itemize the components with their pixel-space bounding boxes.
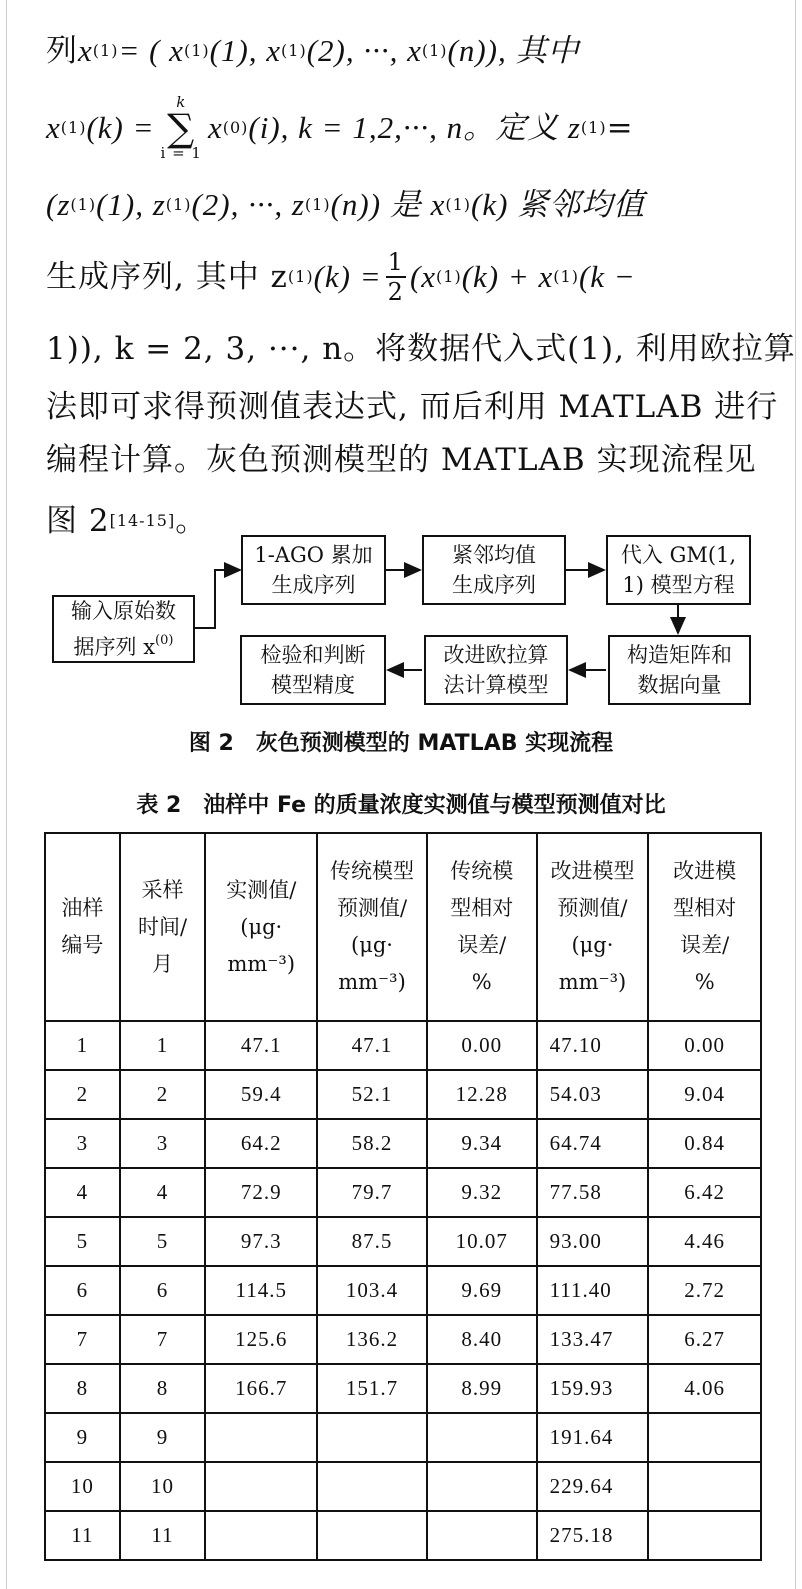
text-line-5: 1)), k = 2, 3, ···, n。将数据代入式(1), 利用欧拉算 bbox=[46, 331, 796, 367]
table-cell: 125.6 bbox=[205, 1315, 317, 1364]
table-row bbox=[45, 1021, 761, 1070]
table-row bbox=[45, 1217, 761, 1266]
table-cell: 5 bbox=[45, 1217, 120, 1266]
table-cell: 52.1 bbox=[317, 1070, 427, 1119]
table-header-cell bbox=[317, 833, 427, 1021]
header-line: 误差/ bbox=[680, 933, 730, 957]
table-cell: 4 bbox=[45, 1168, 120, 1217]
text-line-2: x (1) (k) = k ∑ i = 1 x (0) (i), k = 1,2,···, n。定义 z (1) = bbox=[46, 93, 634, 162]
header-line: mm⁻³) bbox=[558, 970, 627, 994]
table-cell bbox=[317, 1511, 427, 1560]
header-line: 传统模 bbox=[450, 859, 514, 883]
table-cell: 64.74 bbox=[537, 1119, 649, 1168]
citation-ref: [14-15] bbox=[109, 511, 176, 530]
table-cell: 64.2 bbox=[205, 1119, 317, 1168]
table-cell: 8 bbox=[120, 1364, 206, 1413]
table-cell: 8.40 bbox=[427, 1315, 537, 1364]
table-header-cell bbox=[45, 833, 120, 1021]
table-cell bbox=[205, 1462, 317, 1511]
table-cell: 8.99 bbox=[427, 1364, 537, 1413]
flow-box-matrix: 构造矩阵和 数据向量 bbox=[608, 635, 751, 705]
flowchart bbox=[0, 520, 802, 720]
table-cell: 7 bbox=[45, 1315, 120, 1364]
table-header-cell bbox=[648, 833, 761, 1021]
header-line: 预测值/ bbox=[557, 896, 628, 920]
table-cell bbox=[427, 1511, 537, 1560]
text-line-7: 编程计算。灰色预测模型的 MATLAB 实现流程见 bbox=[46, 442, 757, 478]
table-cell: 9 bbox=[45, 1413, 120, 1462]
header-line: (μg· bbox=[571, 933, 614, 957]
flow-box-euler: 改进欧拉算 法计算模型 bbox=[424, 635, 568, 705]
table-cell: 87.5 bbox=[317, 1217, 427, 1266]
table-cell: 103.4 bbox=[317, 1266, 427, 1315]
header-line: 型相对 bbox=[673, 896, 737, 920]
flow-box-gm: 代入 GM(1, 1) 模型方程 bbox=[606, 535, 751, 605]
table-cell: 58.2 bbox=[317, 1119, 427, 1168]
summation-symbol: k ∑ i = 1 bbox=[160, 93, 202, 162]
header-line: 传统模型 bbox=[330, 859, 414, 883]
body-paragraph bbox=[46, 18, 796, 554]
table-cell: 159.93 bbox=[537, 1364, 649, 1413]
header-line: 改进模 bbox=[673, 859, 737, 883]
table-cell: 229.64 bbox=[537, 1462, 649, 1511]
table-cell: 114.5 bbox=[205, 1266, 317, 1315]
flow-box-ago: 1-AGO 累加 生成序列 bbox=[241, 535, 386, 605]
table-cell: 111.40 bbox=[537, 1266, 649, 1315]
figure-caption: 图 2 灰色预测模型的 MATLAB 实现流程 bbox=[188, 731, 614, 756]
table-row bbox=[45, 1462, 761, 1511]
table-cell: 6.42 bbox=[648, 1168, 761, 1217]
table-row bbox=[45, 1413, 761, 1462]
table-cell: 9.69 bbox=[427, 1266, 537, 1315]
header-line: mm⁻³) bbox=[227, 951, 296, 976]
text-line-3: (z (1) (1), z (1) (2), ···, z (1) (n)) 是 x (1) (k) 紧邻均值 bbox=[46, 187, 646, 222]
header-line: 编号 bbox=[61, 933, 104, 957]
table-cell: 93.00 bbox=[537, 1217, 649, 1266]
table-cell: 11 bbox=[120, 1511, 206, 1560]
table-cell bbox=[205, 1511, 317, 1560]
table-cell: 8 bbox=[45, 1364, 120, 1413]
table-cell: 47.10 bbox=[537, 1021, 649, 1070]
table-cell: 10 bbox=[120, 1462, 206, 1511]
table-header-cell bbox=[205, 833, 317, 1021]
table-cell: 9.04 bbox=[648, 1070, 761, 1119]
header-line: % bbox=[471, 970, 492, 994]
table-cell: 4 bbox=[120, 1168, 206, 1217]
table-cell: 79.7 bbox=[317, 1168, 427, 1217]
table-cell: 4.46 bbox=[648, 1217, 761, 1266]
header-line: % bbox=[694, 970, 715, 994]
table-cell: 136.2 bbox=[317, 1315, 427, 1364]
header-line: 预测值/ bbox=[336, 896, 408, 920]
table-cell: 47.1 bbox=[205, 1021, 317, 1070]
table-cell: 5 bbox=[120, 1217, 206, 1266]
table-cell bbox=[648, 1413, 761, 1462]
table-cell: 54.03 bbox=[537, 1070, 649, 1119]
header-line: (μg· bbox=[351, 933, 393, 957]
table-cell bbox=[317, 1413, 427, 1462]
text-line-1: 列 x (1) = ( x (1) (1), x (1) (2), ···, x (1) (n)), 其中 bbox=[46, 33, 580, 69]
header-line: 实测值/ bbox=[226, 877, 297, 902]
text-line-8: 图 2 [14-15] 。 bbox=[46, 488, 766, 554]
flow-box-mean: 紧邻均值 生成序列 bbox=[422, 535, 566, 605]
header-line: 油样 bbox=[61, 896, 104, 920]
table-caption: 表 2 油样中 Fe 的质量浓度实测值与模型预测值对比 bbox=[136, 793, 666, 818]
table-cell: 166.7 bbox=[205, 1364, 317, 1413]
table-cell: 3 bbox=[45, 1119, 120, 1168]
table-cell: 6 bbox=[45, 1266, 120, 1315]
table-row bbox=[45, 1119, 761, 1168]
table-cell: 10 bbox=[45, 1462, 120, 1511]
table-row bbox=[45, 1168, 761, 1217]
table-cell: 10.07 bbox=[427, 1217, 537, 1266]
table-cell bbox=[205, 1413, 317, 1462]
table-cell bbox=[648, 1462, 761, 1511]
header-line: 型相对 bbox=[450, 896, 514, 920]
header-line: 采样 bbox=[141, 877, 184, 902]
table-cell: 7 bbox=[120, 1315, 206, 1364]
table-cell: 3 bbox=[120, 1119, 206, 1168]
table-cell: 9 bbox=[120, 1413, 206, 1462]
header-line: 月 bbox=[152, 951, 174, 976]
header-line: mm⁻³) bbox=[338, 970, 406, 994]
table-cell: 151.7 bbox=[317, 1364, 427, 1413]
table-cell: 1 bbox=[120, 1021, 206, 1070]
table-cell: 47.1 bbox=[317, 1021, 427, 1070]
table-cell: 72.9 bbox=[205, 1168, 317, 1217]
data-table bbox=[44, 832, 762, 1561]
text-line-4: 生成序列, 其中 z (1) (k) = $\frac{1}{2}$ (x (1) (k) + x (1) (k − bbox=[46, 248, 636, 306]
table-cell: 1 bbox=[45, 1021, 120, 1070]
fraction-one-half: $\frac{1}{2}$ bbox=[387, 248, 404, 306]
flow-box-check: 检验和判断 模型精度 bbox=[240, 635, 386, 705]
flow-box-input: 输入原始数 据序列 $x^{(0)}$ bbox=[52, 595, 195, 663]
header-line: 时间/ bbox=[138, 914, 188, 939]
table-cell: 4.06 bbox=[648, 1364, 761, 1413]
table-cell: 191.64 bbox=[537, 1413, 649, 1462]
header-line: 改进模型 bbox=[550, 859, 635, 883]
table-cell: 12.28 bbox=[427, 1070, 537, 1119]
table-cell: 9.34 bbox=[427, 1119, 537, 1168]
table-cell: 59.4 bbox=[205, 1070, 317, 1119]
table-header-row bbox=[45, 833, 761, 1021]
table-row bbox=[45, 1511, 761, 1560]
table-cell bbox=[317, 1462, 427, 1511]
table-cell bbox=[648, 1511, 761, 1560]
table-row bbox=[45, 1315, 761, 1364]
table-cell: 11 bbox=[45, 1511, 120, 1560]
table-row bbox=[45, 1070, 761, 1119]
table-cell: 9.32 bbox=[427, 1168, 537, 1217]
table-cell: 275.18 bbox=[537, 1511, 649, 1560]
table-cell: 6 bbox=[120, 1266, 206, 1315]
table-cell: 97.3 bbox=[205, 1217, 317, 1266]
table-header-cell bbox=[120, 833, 206, 1021]
table-cell: 0.00 bbox=[648, 1021, 761, 1070]
arrow-input-to-ago bbox=[195, 570, 240, 628]
header-line: 误差/ bbox=[457, 933, 507, 957]
table-cell: 0.84 bbox=[648, 1119, 761, 1168]
table-cell: 0.00 bbox=[427, 1021, 537, 1070]
table-cell: 2 bbox=[45, 1070, 120, 1119]
table-cell: 2.72 bbox=[648, 1266, 761, 1315]
table-cell: 2 bbox=[120, 1070, 206, 1119]
table-cell: 133.47 bbox=[537, 1315, 649, 1364]
table-cell: 77.58 bbox=[537, 1168, 649, 1217]
header-line: (μg· bbox=[240, 914, 283, 939]
table-cell: 6.27 bbox=[648, 1315, 761, 1364]
table-header-cell bbox=[537, 833, 649, 1021]
text-line-6: 法即可求得预测值表达式, 而后利用 MATLAB 进行 bbox=[46, 389, 779, 425]
table-cell bbox=[427, 1462, 537, 1511]
table-row bbox=[45, 1364, 761, 1413]
table-row bbox=[45, 1266, 761, 1315]
table-cell bbox=[427, 1413, 537, 1462]
table-header-cell bbox=[427, 833, 537, 1021]
